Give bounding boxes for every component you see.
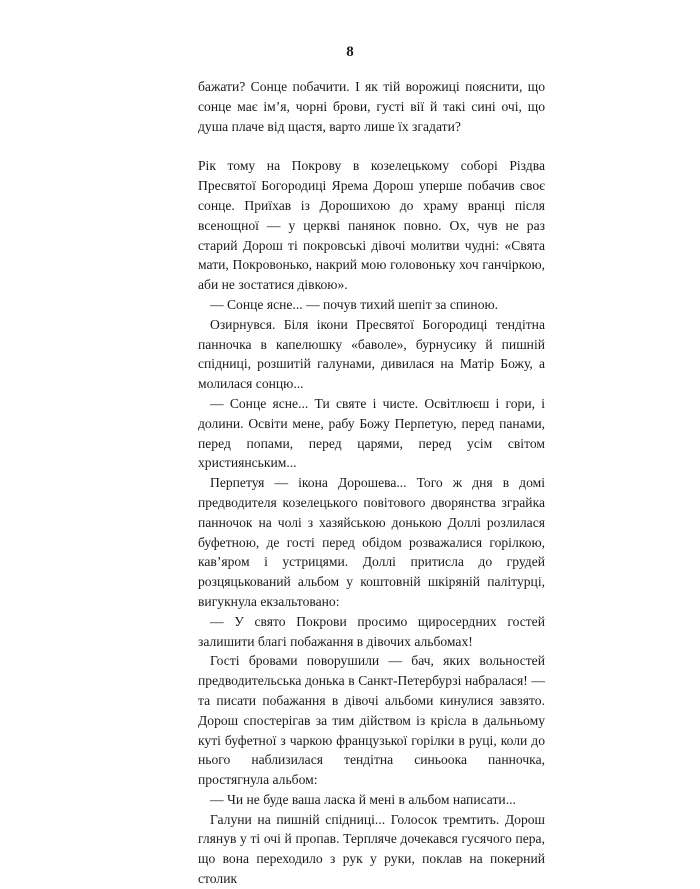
- paragraph: Рік тому на Покрову в козелецькому соборі Різдва Пресвятої Богородиці Ярема Дорош уперше побачив своє сонце. Приїхав із Дорошихою до храму вранці після всенощної — у церкві панянок повно. Ох, чув не раз старий Дорош ті покровські дівочі молитви чудні: «Свята мати, Покровонько, накрий мою головоньку хоч ганчіркою, аби не зостатися дівкою».: [198, 158, 545, 293]
- paragraph: — У свято Покрови просимо щиросердних гостей залишити благі побажання в дівочих альбомах!: [198, 613, 545, 649]
- paragraph: бажати? Сонце побачити. І як тій ворожиці пояснити, що сонце має ім’я, чорні брови, густі вії й такі сині очі, що душа плаче від щастя, варто лише їх згадати?: [198, 79, 545, 134]
- page-number: 8: [346, 44, 354, 60]
- paragraph: Галуни на пишній спідниці... Голосок тремтить. Дорош глянув у ті очі й пропав. Терпляче дочекався гусячого пера, що вона переходило з рук у руки, поклав на покерний столик: [198, 811, 545, 887]
- paragraph: Гості бровами поворушили — бач, яких вольностей предводительська донька в Санкт-Петербурзі набралася! — та писати побажання в дівочі альбоми кинулися завзято. Дорош спостерігав за тим дійством із крісла в дальньому куті буфетної з чаркою французької горілки в руці, коли до нього наблизилася тендітна синьоока панночка, простягнула альбом:: [198, 653, 545, 788]
- paragraph: Озирнувся. Біля ікони Пресвятої Богородиці тендітна панночка в капелюшку «баволе», бурнусику й пишній спідниці, розшитій галунами, дивилася на Матір Божу, а молилася сонцю...: [198, 316, 545, 392]
- paragraph: — Сонце ясне... Ти святе і чисте. Освітлюєш і гори, і долини. Освіти мене, рабу Божу Перпетую, перед панами, перед попами, перед царями, перед усім світом християнським...: [198, 395, 545, 471]
- paragraph: Перпетуя — ікона Дорошева... Того ж дня в домі предводителя козелецького повітового дворянства зграйка панночок на чолі з хазяйською донькою Доллі розлилася буфетною, де гості перед обідом розважалися горілкою, кав’яром і устрицями. Доллі притисла до грудей розцяцькований альбом у коштовній шкіряній палітурці, вигукнула екзальтовано:: [198, 475, 545, 609]
- paragraph: — Сонце ясне... — почув тихий шепіт за спиною.: [210, 296, 499, 312]
- body-text: [198, 77, 545, 889]
- paragraph: — Чи не буде ваша ласка й мені в альбом написати...: [210, 791, 516, 807]
